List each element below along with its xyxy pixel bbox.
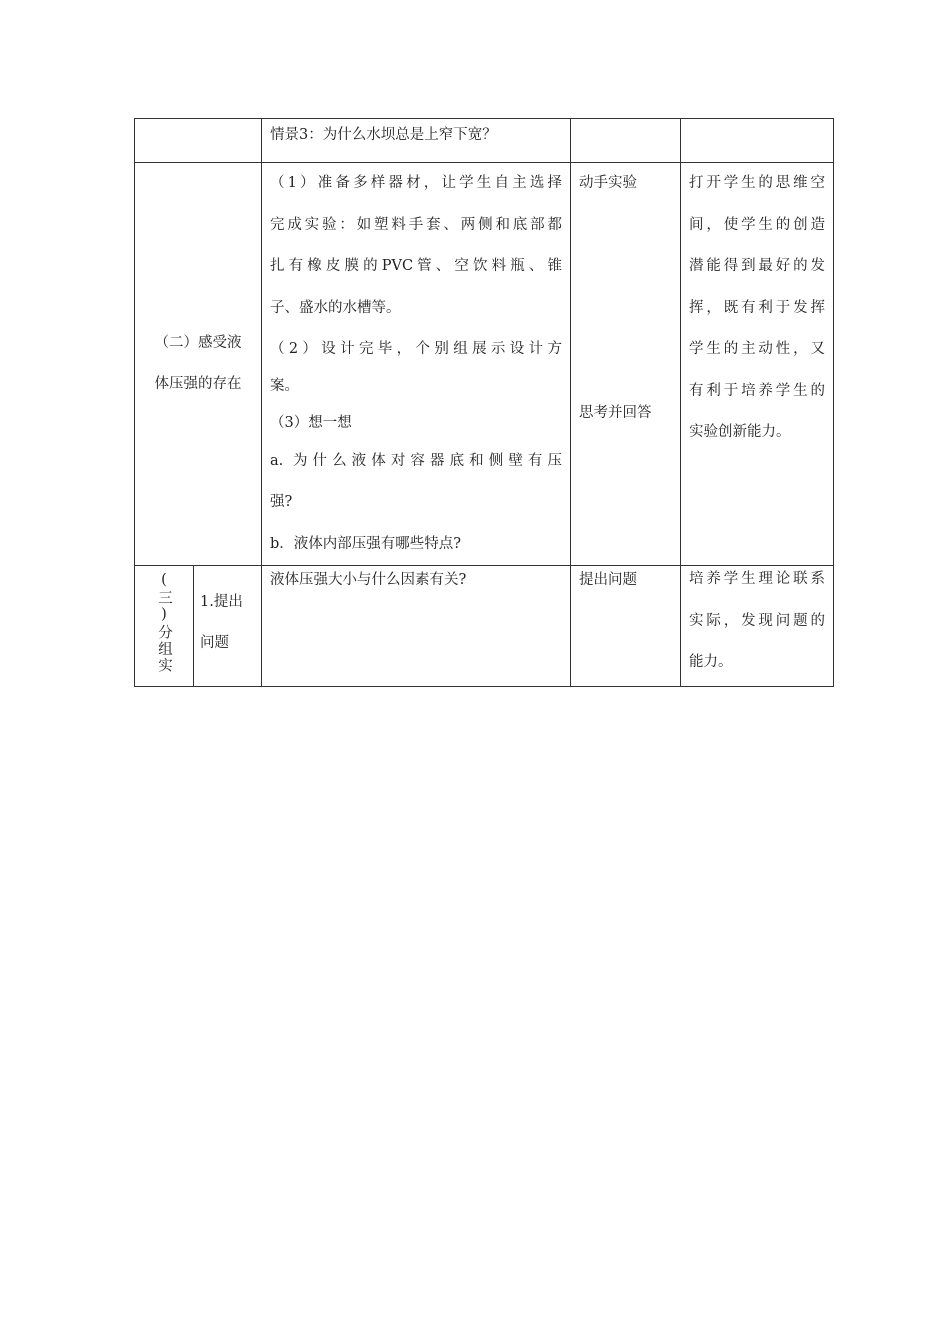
section2-student-activity bbox=[571, 163, 681, 566]
table-row-section3 bbox=[135, 566, 834, 687]
empty-cell bbox=[135, 119, 262, 163]
scenario3-content bbox=[262, 119, 571, 163]
intent-line: 实际，发现问题的 bbox=[689, 612, 825, 629]
section2-title-line: （二）感受液 bbox=[154, 335, 242, 351]
intent-line: 打开学生的思维空 bbox=[689, 175, 825, 191]
section2-content bbox=[262, 163, 571, 566]
section2-title bbox=[135, 163, 262, 566]
table-row-section2 bbox=[135, 163, 834, 566]
intent-line: 实验创新能力。 bbox=[689, 424, 791, 440]
intent-line: 学生的主动性，又 bbox=[689, 341, 825, 357]
section3-title-text: (三)分组实 bbox=[156, 572, 172, 674]
section3-activity-text: 提出问题 bbox=[579, 572, 637, 588]
lesson-plan-table bbox=[134, 118, 834, 687]
section3-student-activity bbox=[571, 566, 681, 687]
section3-subtitle bbox=[194, 566, 262, 687]
intent-line: 有利于培养学生的 bbox=[689, 382, 825, 399]
scenario3-text: 情景3：为什么水坝总是上窄下宽？ bbox=[270, 127, 497, 143]
section3-content bbox=[262, 566, 571, 687]
content-line: （3）想一想 bbox=[270, 414, 352, 431]
intent-line: 培养学生理论联系 bbox=[689, 571, 825, 587]
intent-line: 挥，既有利于发挥 bbox=[689, 299, 825, 316]
student-activity-1: 动手实验 bbox=[579, 175, 637, 191]
section2-content-text bbox=[270, 163, 562, 565]
intent-line: 潜能得到最好的发 bbox=[689, 258, 825, 274]
content-line: （1）准备多样器材，让学生自主选择 bbox=[270, 175, 562, 191]
section3-sub-line: 问题 bbox=[200, 635, 229, 651]
intent-line: 间，使学生的创造 bbox=[689, 216, 825, 233]
empty-cell bbox=[571, 119, 681, 163]
content-line: 完成实验：如塑料手套、两侧和底部都 bbox=[270, 216, 562, 233]
section3-intent bbox=[681, 566, 834, 687]
section2-intent bbox=[681, 163, 834, 566]
content-line: （2）设计完毕，个别组展示设计方 bbox=[270, 341, 562, 357]
section3-content-text: 液体压强大小与什么因素有关? bbox=[270, 572, 467, 588]
empty-cell bbox=[681, 119, 834, 163]
content-line: b．液体内部压强有哪些特点? bbox=[270, 535, 462, 552]
content-line: 扎有橡皮膜的PVC管、空饮料瓶、锥 bbox=[270, 258, 562, 274]
content-line: a. 为什么液体对容器底和侧壁有压 bbox=[270, 452, 562, 469]
section3-sub-line: 1.提出 bbox=[200, 594, 243, 610]
intent-line: 能力。 bbox=[689, 654, 733, 670]
table-row-scenario3 bbox=[135, 119, 834, 163]
content-line: 子、盛水的水槽等。 bbox=[270, 299, 401, 316]
content-line: 案。 bbox=[270, 377, 299, 394]
section3-title bbox=[135, 566, 194, 687]
section2-title-line: 体压强的存在 bbox=[154, 376, 242, 392]
content-line: 强? bbox=[270, 494, 293, 510]
student-activity-2: 思考并回答 bbox=[579, 404, 652, 421]
